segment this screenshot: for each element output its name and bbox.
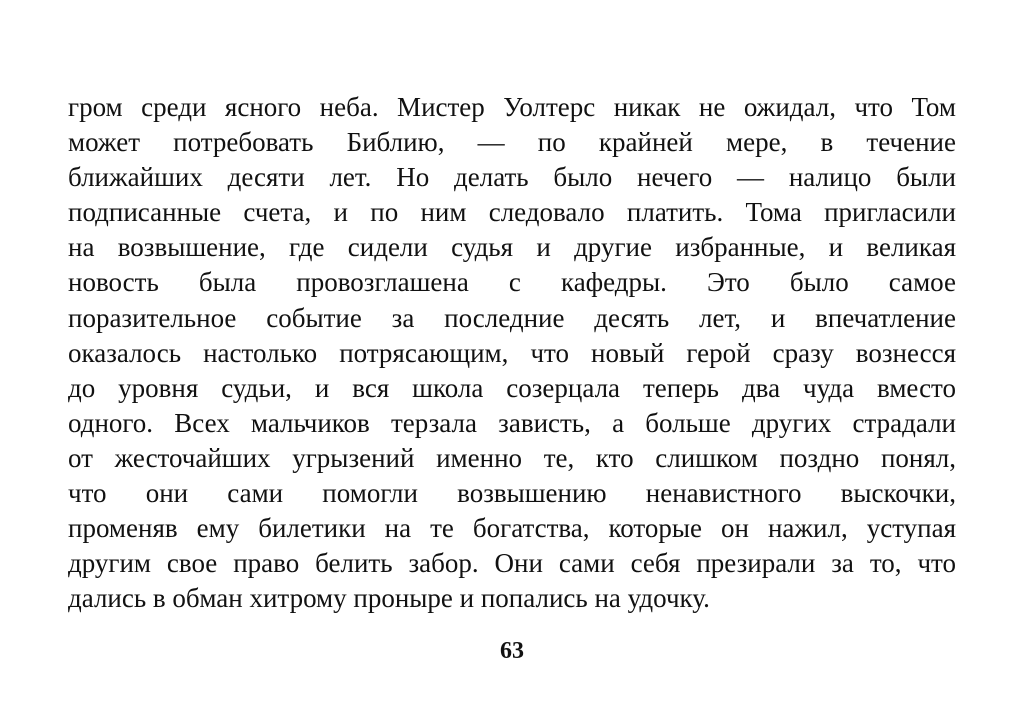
text-line: гром среди ясного неба. Мистер Уолтерс никак не ожидал, что Том	[68, 92, 956, 122]
text-line: оказалось настолько потрясающим, что новый герой сразу вознесся	[68, 337, 956, 368]
text-line: одного. Всех мальчиков терзала зависть, а больше других страдали	[68, 407, 956, 438]
text-line: новость была провозглашена с кафедры. Это было самое	[68, 267, 956, 298]
text-line: другим свое право белить забор. Они сами себя презирали за то, что	[68, 548, 956, 579]
text-line: ближайших десяти лет. Но делать было нечего — налицо были	[68, 162, 956, 193]
text-line-last: дались в обман хитрому проныре и попались на удочку.	[68, 583, 710, 614]
text-line: от жесточайших угрызений именно те, кто слишком поздно понял,	[68, 442, 956, 473]
text-line: что они сами помогли возвышению ненавистного выскочки,	[68, 478, 956, 509]
body-text	[68, 90, 956, 616]
page-number: 63	[500, 638, 524, 664]
text-line: может потребовать Библию, — по крайней мере, в течение	[68, 127, 956, 158]
text-line: поразительное событие за последние десять лет, и впечатление	[68, 302, 956, 333]
text-line: подписанные счета, и по ним следовало платить. Тома пригласили	[68, 197, 956, 228]
text-line: на возвышение, где сидели судья и другие избранные, и великая	[68, 232, 956, 263]
text-line: променяв ему билетики на те богатства, которые он нажил, уступая	[68, 513, 956, 544]
text-line: до уровня судьи, и вся школа созерцала теперь два чуда вместо	[68, 372, 956, 403]
